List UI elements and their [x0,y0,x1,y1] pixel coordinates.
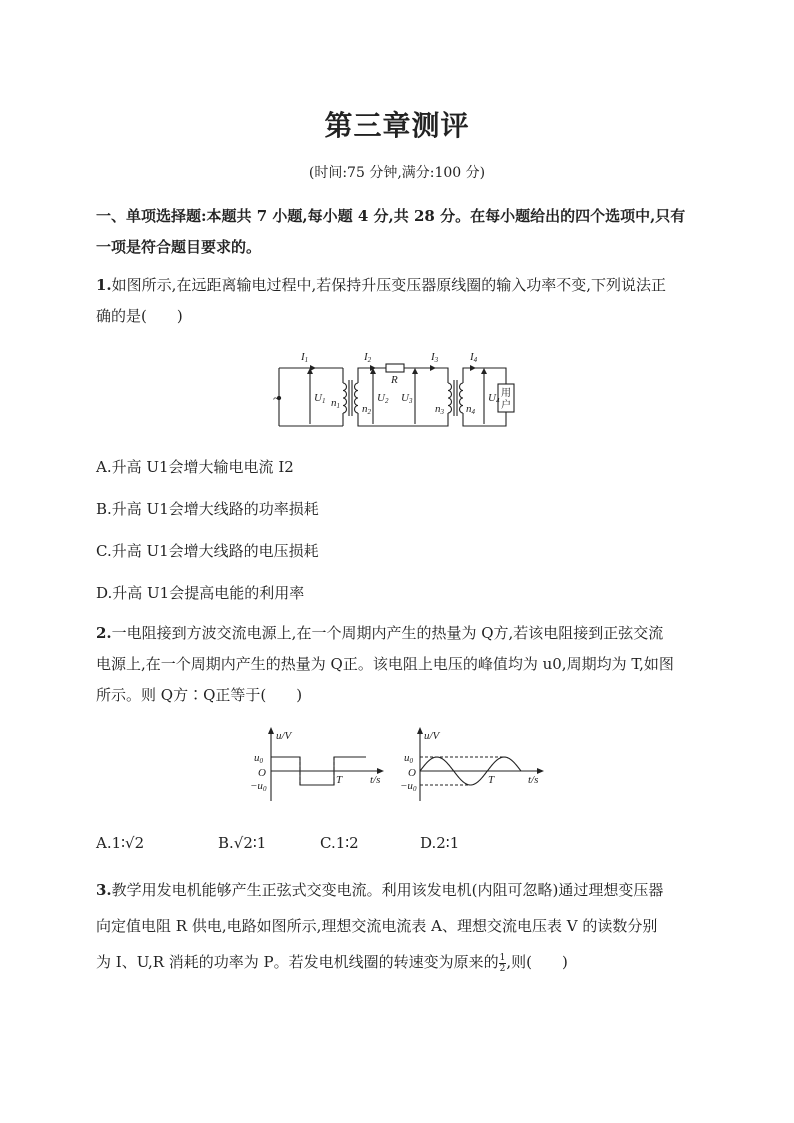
question-1-option-b[interactable]: B.升高 U1会增大线路的功率损耗 [96,500,319,518]
page-title: 第三章测评 [324,109,470,142]
fraction-one-half: $\frac{1}{2}$ [499,952,506,974]
square-wave-u0: u0 [254,752,263,765]
sine-wave-x-axis-label: t/s [528,774,539,786]
label-U4: U4 [488,392,500,405]
question-3-line-1: 教学用发电机能够产生正弦式交变电流。利用该发电机(内阻可忽略)通过理想变压器 [111,881,664,899]
label-U2: U2 [377,392,389,405]
question-2-line-3: 所示。则 Q方∶Q正等于( ) [96,686,303,704]
question-2-number: 2. [96,624,112,642]
label-I2: I2 [364,351,372,364]
exam-info: (时间:75 分钟,满分:100 分) [308,165,486,181]
label-n3: n3 [435,403,444,416]
label-n1: n1 [331,397,340,410]
ac-source-symbol: ~ [273,392,281,407]
question-2-stem [96,618,706,711]
question-1-option-a[interactable]: A.升高 U1会增大输电电流 I2 [96,458,294,476]
square-wave-neg-u0: −u0 [250,780,267,793]
question-1-stem [96,270,706,332]
question-2-option-c[interactable]: C.1∶2 [320,834,359,852]
sine-wave-origin: O [408,767,416,779]
label-R: R [391,374,398,386]
label-n2: n2 [362,403,371,416]
question-1-line-1: 如图所示,在远距离输电过程中,若保持升压变压器原线圈的输入功率不变,下列说法正 [111,276,666,294]
square-wave-x-axis-label: t/s [370,774,381,786]
question-1-line-2: 确的是( ) [96,307,183,325]
label-U3: U3 [401,392,413,405]
section-header-line-2: 一项是符合题目要求的。 [96,238,262,256]
question-1-option-c[interactable]: C.升高 U1会增大线路的电压损耗 [96,542,319,560]
question-2-line-1: 一电阻接到方波交流电源上,在一个周期内产生的热量为 Q方,若该电阻接到正弦交流 [111,624,664,642]
label-I4: I4 [470,351,478,364]
square-wave-y-axis-label: u/V [276,730,292,742]
square-wave-period: T [336,774,343,786]
square-wave-graph [248,725,388,803]
question-2-option-a[interactable]: A.1∶√2 [96,834,145,852]
label-U1: U1 [314,392,326,405]
question-2-options [96,834,459,852]
question-3-line-3-end: ,则( ) [506,953,568,971]
sine-wave-y-axis-label: u/V [424,730,440,742]
label-I3: I3 [431,351,439,364]
sine-wave-neg-u0: −u0 [400,780,417,793]
question-1-number: 1. [96,276,112,294]
label-I1: I1 [301,351,309,364]
question-2-line-2: 电源上,在一个周期内产生的热量为 Q正。该电阻上电压的峰值均为 u0,周期均为 T,如图 [96,655,674,673]
question-3-stem [96,872,706,980]
question-3-line-2: 向定值电阻 R 供电,电路如图所示,理想交流电流表 A、理想交流电压表 V 的读数分别 [96,917,658,935]
question-3-number: 3. [96,881,112,899]
sine-wave-period: T [488,774,495,786]
user-label-top: 用 [501,388,511,399]
section-header [96,201,706,263]
question-2-option-d[interactable]: D.2∶1 [420,834,460,852]
transmission-circuit-diagram [270,346,530,430]
question-3-line-3-start: 为 I、U,R 消耗的功率为 P。若发电机线圈的转速变为原来的 [96,953,499,971]
section-header-line-1: 一、单项选择题:本题共 7 小题,每小题 4 分,共 28 分。在每小题给出的四个选项中,只有 [96,207,686,225]
sine-wave-u0: u0 [404,752,413,765]
question-2-option-b[interactable]: B.√2∶1 [218,834,267,852]
sine-wave-graph [400,725,550,803]
user-label-bottom: 户 [501,400,511,411]
label-n4: n4 [466,403,475,416]
question-1-option-d[interactable]: D.升高 U1会提高电能的利用率 [96,584,305,602]
square-wave-origin: O [258,767,266,779]
